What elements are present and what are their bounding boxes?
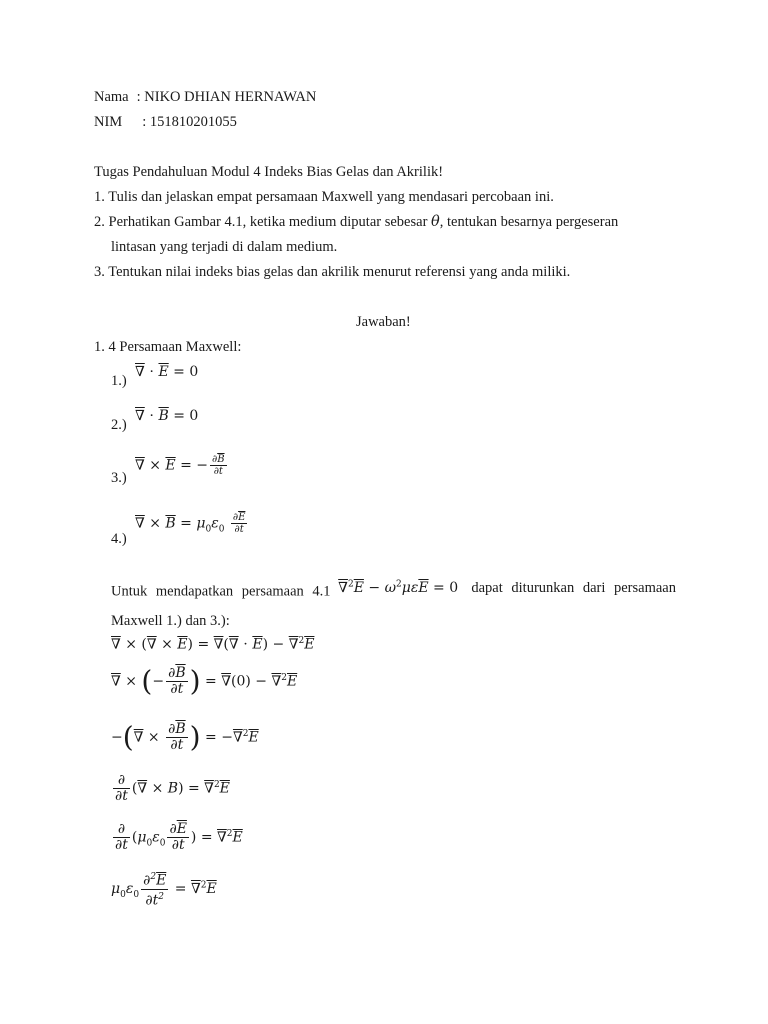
name-line (94, 88, 316, 106)
answer-subheading: 1. 4 Persamaan Maxwell: (94, 339, 242, 355)
eq-label-3: 3.) (111, 470, 127, 486)
derivation-step-5: $\frac{\partial}{\partial t}$ ($\mu_0\varepsilon_0$ $\frac{\partial\overline{E}}{\partial t}$ ) = $\nabla^2\overline{E}$ (115, 821, 243, 853)
name-value: : NIKO DHIAN HERNAWAN (136, 89, 317, 105)
eq-label-1: 1.) (111, 373, 127, 389)
maxwell-eq-3: ∇ × $\overline{E}$ = − $\frac{\partial\overline{B}}{\partial t}$ (135, 454, 225, 477)
eq-label-4: 4.) (111, 531, 127, 547)
paragraph-text-a: Untuk mendapatkan persamaan 4.1 (111, 583, 331, 600)
name-label: Nama (94, 89, 129, 105)
paragraph-text-b: dapat diturunkan dari persamaan (471, 580, 676, 596)
paragraph-line-1 (111, 579, 676, 601)
maxwell-eq-4: ∇ × $\overline{B} = \mu_0\varepsilon_0$ $\frac{\partial\overline{E}}{\partial t}$ (135, 512, 246, 535)
nim-value: : 151810201055 (142, 114, 237, 130)
paragraph-line-2: Maxwell 1.) dan 3.): (111, 613, 230, 629)
question-2 (94, 213, 618, 231)
theta-symbol: θ (431, 214, 440, 230)
derivation-step-2: ∇ × (− $\frac{\partial\overline{B}}{\partial t}$ ) = $\nabla(0) - \nabla^2\overline{E}$ (111, 664, 298, 698)
question-1: 1. Tulis dan jelaskan empat persamaan Maxwell yang mendasari percobaan ini. (94, 189, 554, 205)
question-2-text-b: , tentukan besarnya pergeseran (439, 214, 619, 230)
derivation-step-4: $\frac{\partial}{\partial t}$ (∇ × $B) = \nabla^2\overline{E}$ (115, 772, 230, 804)
maxwell-eq-1: ∇ ⋅ $\overline{E} = 0$ (135, 364, 199, 380)
derivation-step-6: $\mu_0\varepsilon_0$ $\frac{\partial^2\overline{E}}{\partial t^2}$ = $\nabla^2\overline{E}$ (111, 872, 217, 909)
task-title: Tugas Pendahuluan Modul 4 Indeks Bias Gelas dan Akrilik! (94, 164, 444, 180)
eq-label-2: 2.) (111, 417, 127, 433)
wave-equation-inline: $\nabla^2\overline{E} - \omega^2\mu\varepsilon\overline{E} = 0$ (338, 579, 459, 596)
nim-label: NIM (94, 114, 123, 130)
derivation-step-3: −(∇ × $\frac{\partial\overline{B}}{\partial t}$ ) = $-\nabla^2\overline{E}$ (111, 720, 259, 754)
question-2-continuation: lintasan yang terjadi di dalam medium. (111, 239, 338, 255)
derivation-step-1: ∇ × (∇ × $\overline{E}$) = ∇(∇ ⋅ $\overline{E}) - \nabla^2\overline{E}$ (111, 636, 315, 653)
nim-line (94, 113, 237, 131)
answer-heading: Jawaban! (356, 314, 411, 330)
maxwell-eq-2: ∇ ⋅ $\overline{B} = 0$ (135, 408, 199, 424)
question-2-text-a: 2. Perhatikan Gambar 4.1, ketika medium diputar sebesar (94, 214, 428, 230)
question-3: 3. Tentukan nilai indeks bias gelas dan akrilik menurut referensi yang anda miliki. (94, 264, 571, 280)
